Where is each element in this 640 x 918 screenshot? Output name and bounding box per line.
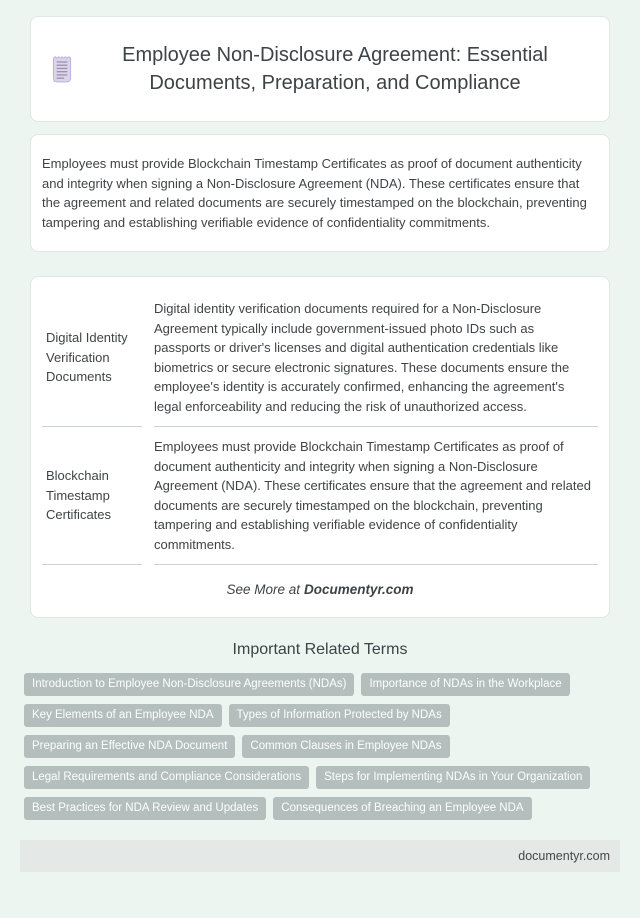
related-term-tag[interactable]: Introduction to Employee Non-Disclosure Agreements (NDAs) (24, 673, 354, 696)
intro-card (30, 134, 610, 252)
glossary-term-label: Digital Identity Verification Documents (46, 330, 128, 385)
related-term-tag[interactable]: Common Clauses in Employee NDAs (242, 735, 449, 758)
footer-site-label: documentyr.com (518, 849, 610, 863)
related-term-tag[interactable]: Types of Information Protected by NDAs (229, 704, 450, 727)
page-title: Employee Non-Disclosure Agreement: Essential Documents, Preparation, and Compliance (122, 44, 548, 94)
see-more-line (42, 582, 598, 597)
see-more-prefix: See More at (226, 582, 300, 597)
header-card (30, 16, 610, 122)
glossary-card (30, 276, 610, 618)
related-term-tag[interactable]: Steps for Implementing NDAs in Your Organization (316, 766, 590, 789)
receipt-document-icon (51, 55, 73, 83)
glossary-term-label: Blockchain Timestamp Certificates (46, 468, 112, 523)
see-more-site-link[interactable]: Documentyr.com (304, 582, 414, 597)
related-terms-heading: Important Related Terms (232, 641, 408, 658)
glossary-definition-text: Digital identity verification documents required for a Non-Disclosure Agreement typically include government-issued photo IDs such as passports or driver's licenses and digital authentication credentials like biometrics or secure electronic signatures. These documents ensure the employee's identity is accurately confirmed, enhancing the agreement's legal enforceability and reducing the risk of unauthorized access. (154, 301, 570, 414)
related-terms-list (24, 673, 616, 820)
related-term-tag[interactable]: Consequences of Breaching an Employee NDA (273, 797, 531, 820)
related-term-tag[interactable]: Legal Requirements and Compliance Considerations (24, 766, 309, 789)
intro-paragraph: Employees must provide Blockchain Timestamp Certificates as proof of document authenticity and integrity when signing a Non-Disclosure Agreement (NDA). These certificates ensure that the agreement and related documents are securely timestamped on the blockchain, preventing tampering and establishing verifiable evidence of confidentiality commitments. (42, 156, 587, 230)
glossary-row (42, 289, 598, 427)
glossary-definition (154, 289, 598, 427)
related-term-tag[interactable]: Importance of NDAs in the Workplace (361, 673, 569, 696)
related-term-tag[interactable]: Key Elements of an Employee NDA (24, 704, 222, 727)
glossary-definition-text: Employees must provide Blockchain Timestamp Certificates as proof of document authenticity and integrity when signing a Non-Disclosure Agreement (NDA). These certificates ensure that the agreement and related documents are securely timestamped on the blockchain, preventing tampering and establishing verifiable evidence of confidentiality commitments. (154, 439, 591, 552)
glossary-term (42, 289, 142, 427)
glossary-definition (154, 427, 598, 565)
related-term-tag[interactable]: Preparing an Effective NDA Document (24, 735, 235, 758)
footer-bar (20, 840, 620, 872)
related-term-tag[interactable]: Best Practices for NDA Review and Updates (24, 797, 266, 820)
glossary-term (42, 427, 142, 565)
glossary-row (42, 427, 598, 565)
